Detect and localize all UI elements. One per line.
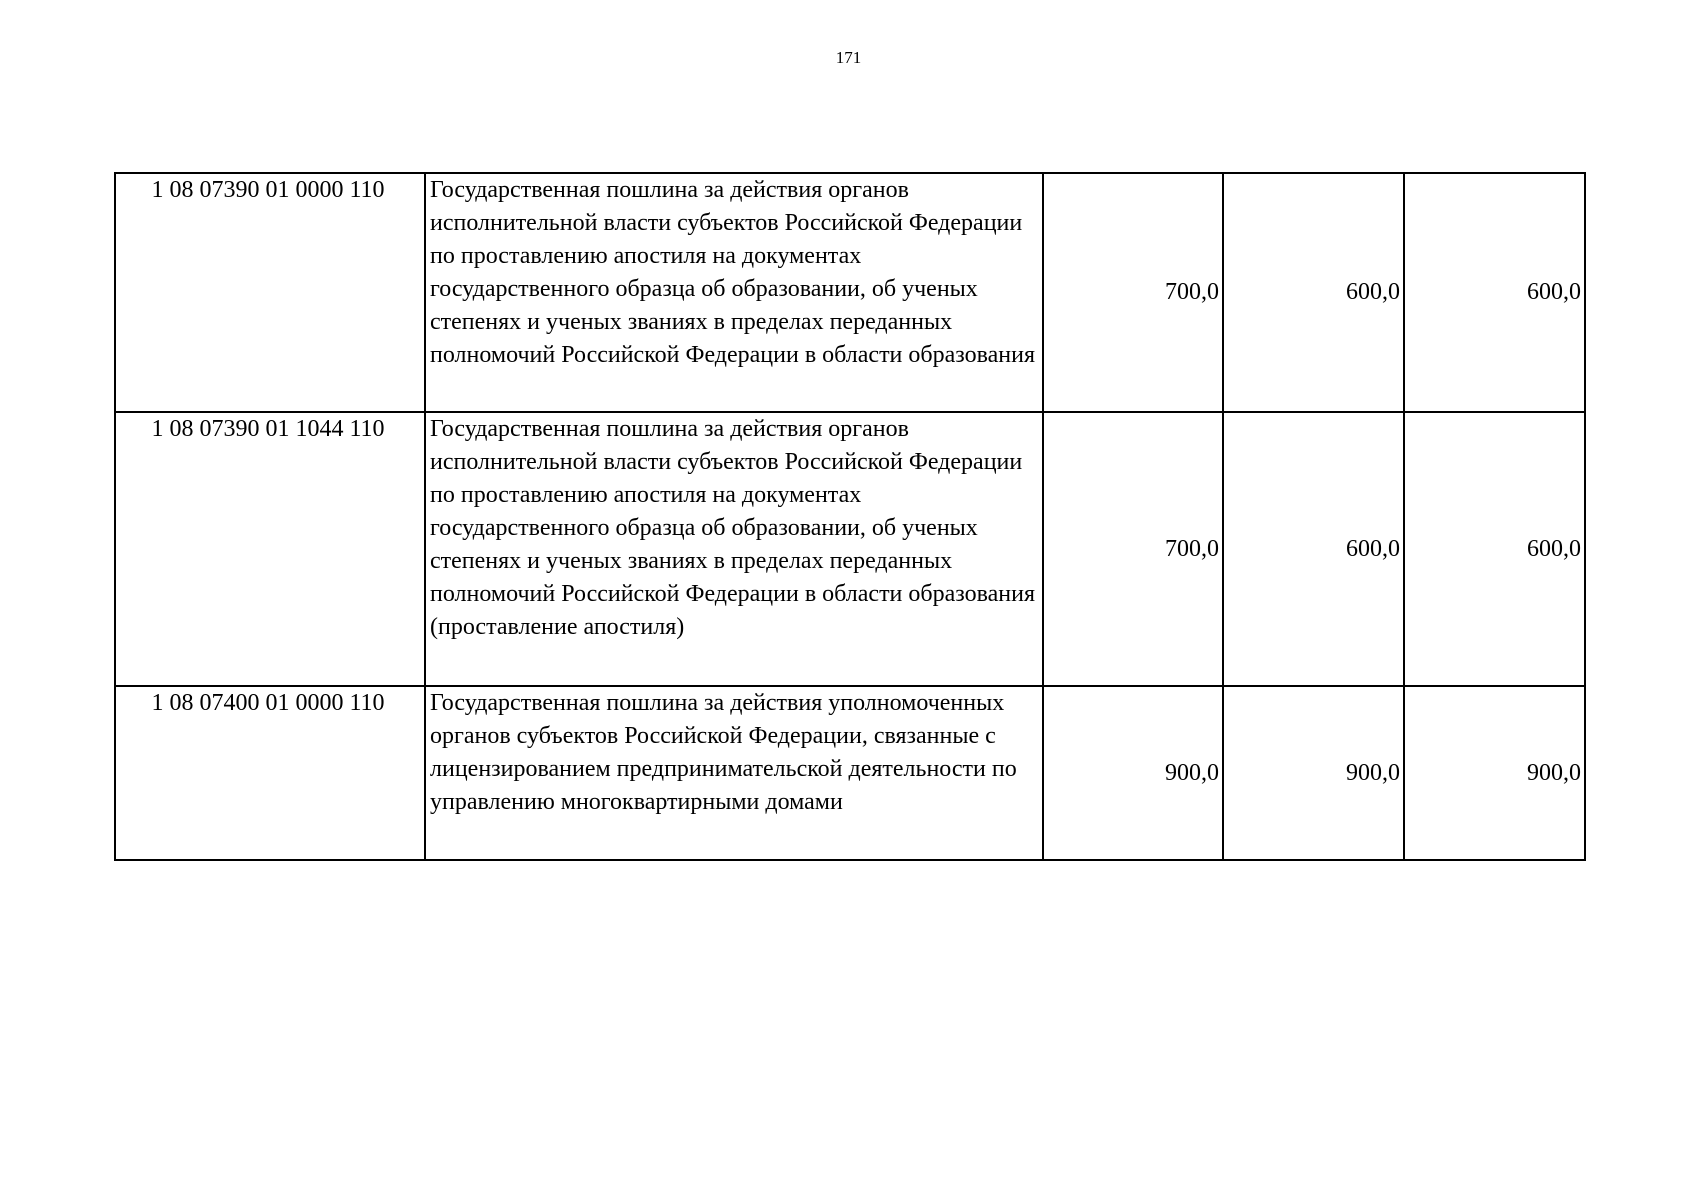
amount-cell-3: 600,0 [1404, 173, 1585, 412]
budget-code-cell: 1 08 07390 01 0000 110 [115, 173, 425, 412]
budget-code-cell: 1 08 07390 01 1044 110 [115, 412, 425, 686]
table-row [115, 686, 1585, 860]
amount-cell-1: 900,0 [1043, 686, 1223, 860]
amount-cell-3: 600,0 [1404, 412, 1585, 686]
table-row [115, 173, 1585, 412]
budget-code-cell: 1 08 07400 01 0000 110 [115, 686, 425, 860]
amount-cell-1: 700,0 [1043, 412, 1223, 686]
amount-cell-2: 900,0 [1223, 686, 1404, 860]
revenue-name-cell: Государственная пошлина за действия органов исполнительной власти субъектов Российской Федерации по проставлению апостиля на документах государственного образца об образовании, об ученых степенях и ученых званиях в пределах переданных полномочий Российской Федерации в области образования [425, 173, 1043, 412]
amount-cell-2: 600,0 [1223, 173, 1404, 412]
revenue-name-cell: Государственная пошлина за действия органов исполнительной власти субъектов Российской Федерации по проставлению апостиля на документах государственного образца об образовании, об ученых степенях и ученых званиях в пределах переданных полномочий Российской Федерации в области образования (проставление апостиля) [425, 412, 1043, 686]
table-row [115, 412, 1585, 686]
amount-cell-2: 600,0 [1223, 412, 1404, 686]
page-number: 171 [835, 48, 862, 67]
amount-cell-3: 900,0 [1404, 686, 1585, 860]
revenue-table [114, 172, 1586, 861]
amount-cell-1: 700,0 [1043, 173, 1223, 412]
revenue-name-cell: Государственная пошлина за действия уполномоченных органов субъектов Российской Федерации, связанные с лицензированием предпринимательской деятельности по управлению многоквартирными домами [425, 686, 1043, 860]
